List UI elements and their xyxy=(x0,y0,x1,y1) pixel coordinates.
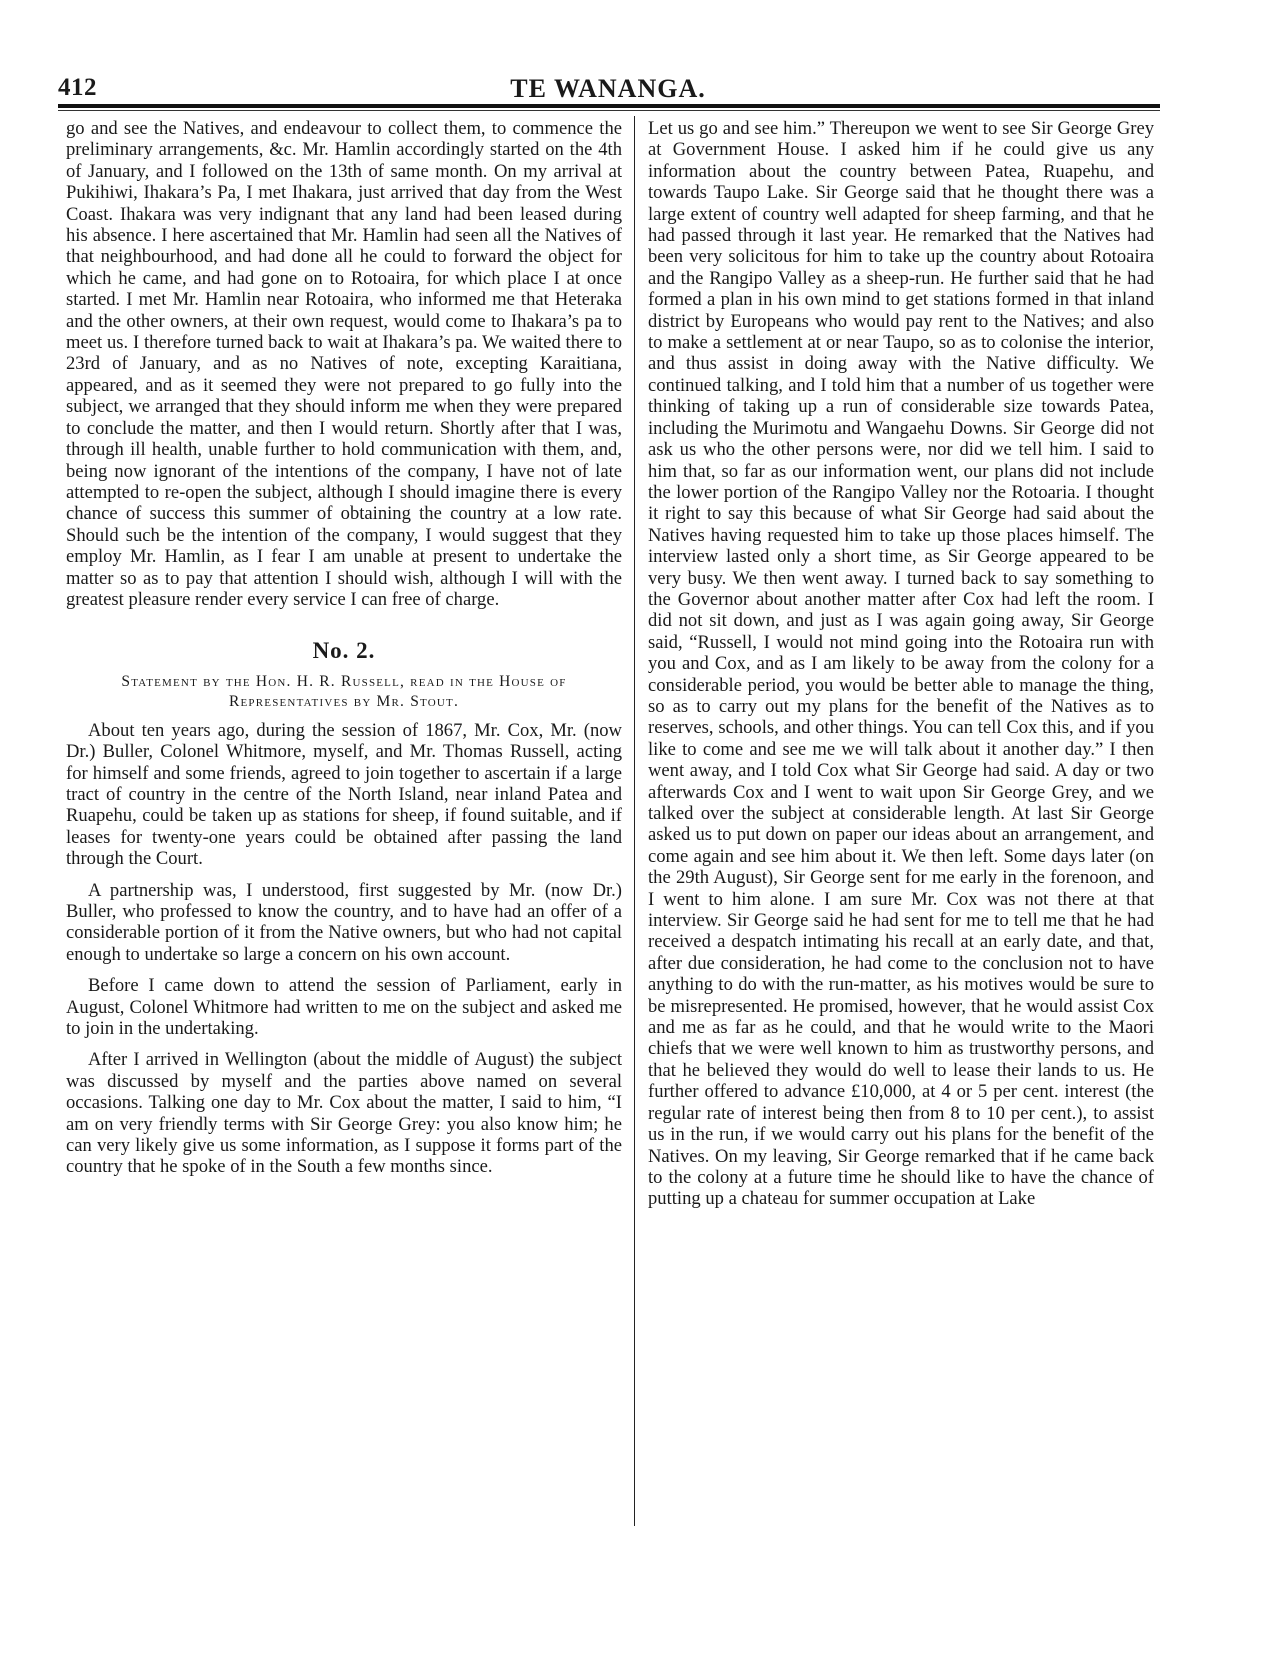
left-paragraph-4: Before I came down to attend the session of Parliament, early in August, Colonel Whitmore had written to me on the subject and asked me to join in the undertaking. xyxy=(66,975,622,1040)
section-number: No. 2. xyxy=(312,638,376,664)
left-paragraph-2: About ten years ago, during the session of 1867, Mr. Cox, Mr. (now Dr.) Buller, Colonel Whitmore, myself, and Mr. Thomas Russell, acting for himself and some friends, agreed to join together to ascertain if a large tract of country in the centre of the North Island, near inland Patea and Ruapehu, could be taken up as stations for sheep, if found suitable, and if leases for twenty-one years could be obtained after passing the land through the Court. xyxy=(66,719,622,870)
header-rule-thick xyxy=(58,104,1160,108)
newspaper-title: TE WANANGA. xyxy=(510,74,706,103)
section-heading: Statement by the Hon. H. R. Russell, read in the House of Representatives by Mr. Stout. xyxy=(121,672,567,710)
left-paragraph-1: go and see the Natives, and endeavour to collect them, to commence the preliminary arrangements, &c. Mr. Hamlin accordingly started on the 4th of January, and I followed on the 13th of same month. On my arrival at Pukihiwi, Ihakara’s Pa, I met Ihakara, just arrived that day from the West Coast. Ihakara was very indignant that any land had been leased during his absence. I here ascertained that Mr. Hamlin had seen all the Natives of that neighbourhood, and had done all he could to forward the object for which he came, and had gone on to Rotoaira, for which place I at once started. I met Mr. Hamlin near Rotoaira, who informed me that Heteraka and the other owners, at their own request, would come to Ihakara’s pa to meet us. I therefore turned back to wait at Ihakara’s pa. We waited there to 23rd of January, and as no Natives of note, excepting Karaitiana, appeared, and as it seemed they were not prepared to go fully into the subject, we arranged that they should inform me when they were prepared to conclude the matter, and then I would return. Shortly after that I was, through ill health, unable further to hold communication with them, and, being now ignorant of the intentions of the company, I have not of late attempted to re-open the subject, although I should imagine there is every chance of success this summer of obtaining the country at a low rate. Should such be the intention of the company, I would suggest that they employ Mr. Hamlin, as I fear I am unable at present to undertake the matter so as to pay that attention I should wish, although I will with the greatest pleasure render every service I can free of charge. xyxy=(66,118,622,610)
page-number: 412 xyxy=(58,74,97,101)
left-paragraph-5: After I arrived in Wellington (about the middle of August) the subject was discussed by myself and the parties above named on several occasions. Talking one day to Mr. Cox about the matter, I said to him, “I am on very friendly terms with Sir George Grey: you also know him; he can very likely give us some information, as I suppose it forms part of the country that he spoke of in the South a few months since. xyxy=(66,1049,622,1178)
left-paragraph-3: A partnership was, I understood, first suggested by Mr. (now Dr.) Buller, who professed to know the country, and to have had an offer of a considerable portion of it from the Native owners, but who had not capital enough to undertake so large a concern on his own account. xyxy=(66,879,622,965)
page-header xyxy=(58,74,1158,104)
right-paragraph-1: Let us go and see him.” Thereupon we went to see Sir George Grey at Government House. I asked him if he could give us any information about the country between Patea, Ruapehu, and towards Taupo Lake. Sir George said that he thought there was a large extent of country well adapted for sheep farming, and that he had passed through it last year. He remarked that the Natives had been very solicitous for him to take up the country about Rotoaira and the Rangipo Valley as a sheep-run. He further said that he had formed a plan in his own mind to get stations formed in that inland district by Europeans who would pay rent to the Natives; and also to make a settlement at or near Taupo, so as to colonise the interior, and thus assist in doing away with the Native difficulty. We continued talking, and I told him that a number of us together were thinking of taking up a run of considerable size towards Patea, including the Murimotu and Wangaehu Downs. Sir George did not ask us who the other persons were, nor did we tell him. I said to him that, so far as our information went, our plans did not include the lower portion of the Rangipo Valley nor the Rotoaria. I thought it right to say this because of what Sir George had said about the Natives having requested him to take up those places himself. The interview lasted only a short time, as Sir George appeared to be very busy. We then went away. I turned back to say something to the Governor about another matter after Cox had left the room. I did not sit down, and just as I was again going away, Sir George said, “Russell, I would not mind going into the Rotoaira run with you and Cox, and as I am likely to be away from the colony for a considerable period, you would be better able to manage the thing, so as to carry out my plans for the benefit of the Natives as to reserves, schools, and other things. You can tell Cox this, and if you like to come and see me we will talk about it another day.” I then went away, and I told Cox what Sir George had said. A day or two afterwards Cox and I went to wait upon Sir George Grey, and we talked over the subject at considerable length. At last Sir George asked us to put down on paper our ideas about an arrangement, and come again and see him about it. We then left. Some days later (on the 29th August), Sir George sent for me early in the forenoon, and I went to him alone. I am sure Mr. Cox was not there at that interview. Sir George said he had sent for me to tell me that he had received a despatch intimating his recall at an early date, and that, after due consideration, he had come to the conclusion not to have anything to do with the run-matter, as his motives would be sure to be misrepresented. He promised, however, that he would assist Cox and me as far as he could, and that he would write to the Maori chiefs that we were well known to him as trustworthy persons, and that he believed they would do well to lease their lands to us. He further offered to advance £10,000, at 4 or 5 per cent. interest (the regular rate of interest being then from 8 to 10 per cent.), to assist us in the run, if we would carry out his plans for the benefit of the Natives. On my leaving, Sir George remarked that if he came back to the colony at a future time he should like to have the chance of putting up a chateau for summer occupation at Lake xyxy=(648,118,1154,1210)
column-divider xyxy=(634,116,635,1526)
right-column xyxy=(648,118,1154,1210)
header-rule-thin xyxy=(58,110,1160,111)
left-column xyxy=(66,118,622,1178)
